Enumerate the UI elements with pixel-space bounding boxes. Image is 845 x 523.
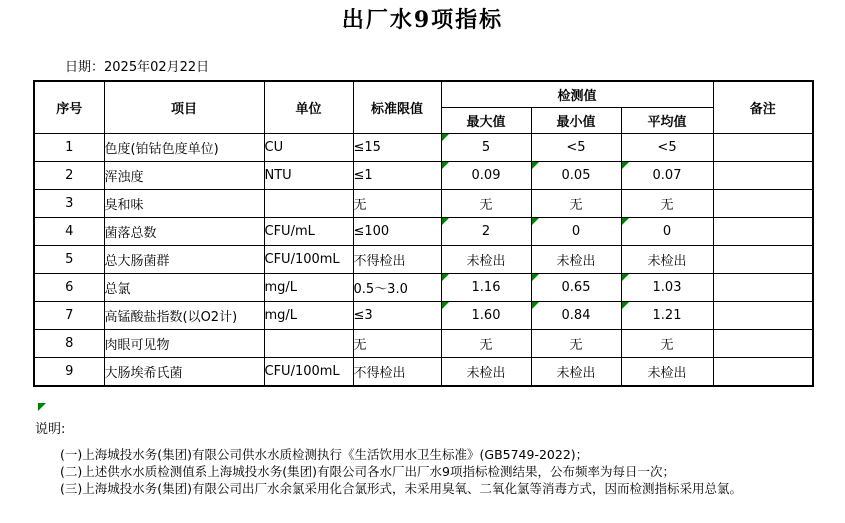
excel-flag-triangle [442, 218, 449, 225]
cell-item: 大肠埃希氏菌 [104, 358, 264, 387]
col-header-no: 序号 [34, 81, 104, 134]
header-row-1 [34, 81, 813, 108]
excel-flag-triangle [442, 134, 449, 141]
note-line: (二)上述供水水质检测值系上海城投水务(集团)有限公司各水厂出厂水9项指标检测结果，公布频率为每日一次； [60, 464, 675, 479]
cell-remark [713, 246, 813, 274]
cell-no: 7 [34, 302, 104, 330]
excel-flag-triangle [442, 274, 449, 281]
cell-no: 6 [34, 274, 104, 302]
table-row [34, 190, 813, 218]
cell-no: 2 [34, 162, 104, 190]
excel-flag-triangle [622, 162, 629, 169]
cell-item: 菌落总数 [104, 218, 264, 246]
table-row [34, 358, 813, 387]
cell-avg: 未检出 [621, 246, 713, 274]
cell-limit: 不得检出 [353, 246, 441, 274]
cell-unit: CFU/100mL [264, 246, 353, 274]
cell-limit: 不得检出 [353, 358, 441, 387]
cell-min: 0.84 [531, 302, 621, 330]
cell-remark [713, 274, 813, 302]
cell-min: 未检出 [531, 358, 621, 387]
cell-max: 未检出 [441, 246, 531, 274]
cell-max: 2 [441, 218, 531, 246]
excel-flag-triangle [532, 162, 539, 169]
notes-label: 说明: [35, 422, 66, 437]
cell-no: 4 [34, 218, 104, 246]
cell-unit: mg/L [264, 302, 353, 330]
cell-max: 1.16 [441, 274, 531, 302]
excel-flag-triangle [532, 302, 539, 309]
cell-min: 未检出 [531, 246, 621, 274]
cell-max: 无 [441, 330, 531, 358]
note-line: (三)上海城投水务(集团)有限公司出厂水余氯采用化合氯形式，未采用臭氧、二氧化氯等消毒方式，因而检测指标采用总氯。 [60, 481, 743, 496]
cell-item: 总氯 [104, 274, 264, 302]
cell-avg: 1.21 [621, 302, 713, 330]
cell-avg: 无 [621, 330, 713, 358]
cell-max: 5 [441, 134, 531, 162]
cell-max: 未检出 [441, 358, 531, 387]
cell-avg: 1.03 [621, 274, 713, 302]
cell-unit [264, 190, 353, 218]
col-header-detect: 检测值 [441, 81, 713, 108]
cell-max: 无 [441, 190, 531, 218]
cell-max: 1.60 [441, 302, 531, 330]
table-row [34, 330, 813, 358]
cell-min: 无 [531, 190, 621, 218]
cell-min: 0.65 [531, 274, 621, 302]
notes-block [60, 446, 742, 497]
excel-flag-triangle [442, 302, 449, 309]
cell-item: 浑浊度 [104, 162, 264, 190]
cell-min: 0.05 [531, 162, 621, 190]
cell-limit: ≤1 [353, 162, 441, 190]
cell-item: 肉眼可见物 [104, 330, 264, 358]
col-header-min: 最小值 [531, 108, 621, 134]
cell-limit: ≤100 [353, 218, 441, 246]
cell-remark [713, 302, 813, 330]
cell-limit: ≤3 [353, 302, 441, 330]
cell-avg: <5 [621, 134, 713, 162]
col-header-remark: 备注 [713, 81, 813, 134]
cell-unit: mg/L [264, 274, 353, 302]
col-header-avg: 平均值 [621, 108, 713, 134]
col-header-unit: 单位 [264, 81, 353, 134]
excel-flag-triangle [38, 403, 46, 411]
note-line: (一)上海城投水务(集团)有限公司供水水质检测执行《生活饮用水卫生标准》(GB5749-2022)； [60, 447, 589, 462]
cell-avg: 0.07 [621, 162, 713, 190]
cell-unit: CU [264, 134, 353, 162]
cell-avg: 无 [621, 190, 713, 218]
table-row [34, 162, 813, 190]
cell-unit: CFU/mL [264, 218, 353, 246]
table-row [34, 134, 813, 162]
cell-no: 9 [34, 358, 104, 387]
cell-remark [713, 134, 813, 162]
table-row [34, 246, 813, 274]
water-quality-table [33, 80, 814, 387]
excel-flag-triangle [622, 302, 629, 309]
cell-remark [713, 358, 813, 387]
cell-min: <5 [531, 134, 621, 162]
page-title: 出厂水9项指标 [341, 7, 504, 33]
excel-flag-triangle [442, 162, 449, 169]
cell-limit: 0.5～3.0 [353, 274, 441, 302]
col-header-limit: 标准限值 [353, 81, 441, 134]
cell-limit: ≤15 [353, 134, 441, 162]
cell-no: 3 [34, 190, 104, 218]
table-row [34, 274, 813, 302]
cell-min: 无 [531, 330, 621, 358]
cell-no: 1 [34, 134, 104, 162]
cell-remark [713, 162, 813, 190]
cell-avg: 0 [621, 218, 713, 246]
cell-limit: 无 [353, 330, 441, 358]
col-header-max: 最大值 [441, 108, 531, 134]
cell-item: 总大肠菌群 [104, 246, 264, 274]
cell-remark [713, 218, 813, 246]
table-row [34, 218, 813, 246]
cell-limit: 无 [353, 190, 441, 218]
cell-item: 高锰酸盐指数(以O2计) [104, 302, 264, 330]
excel-flag-triangle [622, 218, 629, 225]
table-row [34, 302, 813, 330]
cell-no: 5 [34, 246, 104, 274]
cell-unit [264, 330, 353, 358]
excel-flag-triangle [532, 218, 539, 225]
cell-unit: CFU/100mL [264, 358, 353, 387]
excel-flag-triangle [622, 274, 629, 281]
cell-remark [713, 330, 813, 358]
cell-min: 0 [531, 218, 621, 246]
cell-max: 0.09 [441, 162, 531, 190]
cell-unit: NTU [264, 162, 353, 190]
col-header-item: 项目 [104, 81, 264, 134]
excel-flag-triangle [532, 274, 539, 281]
report-date: 日期：2025年02月22日 [65, 60, 210, 75]
cell-avg: 未检出 [621, 358, 713, 387]
cell-remark [713, 190, 813, 218]
cell-item: 臭和味 [104, 190, 264, 218]
cell-item: 色度(铂钴色度单位) [104, 134, 264, 162]
cell-no: 8 [34, 330, 104, 358]
